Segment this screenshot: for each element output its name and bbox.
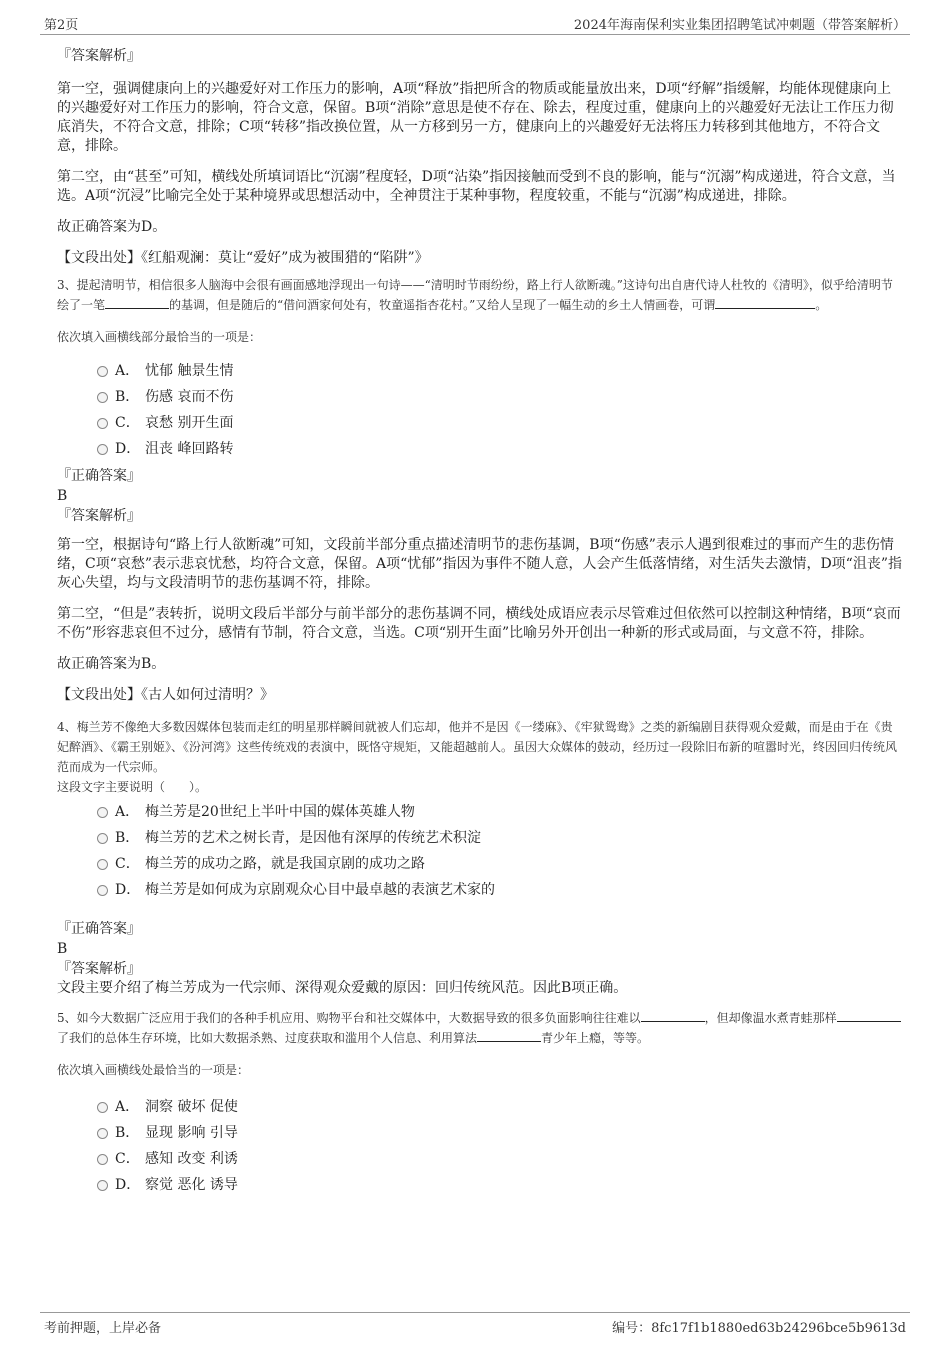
- option-d[interactable]: [57, 436, 904, 462]
- answer-blank: [105, 296, 169, 309]
- radio-button-icon[interactable]: [97, 1154, 108, 1165]
- option-letter: D．: [115, 882, 141, 898]
- option-letter: B．: [115, 389, 140, 405]
- option-letter: C．: [115, 415, 140, 431]
- conclusion: 故正确答案为B。: [57, 656, 166, 672]
- option-list: [57, 358, 904, 462]
- option-b[interactable]: [57, 1120, 904, 1146]
- analysis-tag: 『答案解析』: [57, 508, 141, 524]
- option-text: 显现 影响 引导: [145, 1125, 238, 1141]
- radio-button-icon[interactable]: [97, 859, 108, 870]
- question-instruction: 依次填入画横线部分最恰当的一项是：: [57, 330, 262, 344]
- option-d[interactable]: [57, 1172, 904, 1198]
- analysis-paragraph: 第一空，根据诗句“路上行人欲断魂”可知，文段前半部分重点描述清明节的悲伤基调，B项“伤感”表示人遇到很难过的事而产生的悲伤情绪，C项“哀愁”表示悲哀忧愁，均符合文意，保留。A项“忧郁”指因为事件不随人意，人会产生低落情绪，对生活失去激情，D项“沮丧”指灰心失望，均与文段清明节的悲伤基调不符，排除。: [57, 537, 902, 591]
- option-text: 梅兰芳是如何成为京剧观众心目中最卓越的表演艺术家的: [145, 882, 495, 898]
- answer-blank: [477, 1029, 541, 1042]
- option-b[interactable]: [57, 384, 904, 410]
- option-list: [57, 799, 904, 903]
- conclusion: 故正确答案为D。: [57, 219, 167, 235]
- radio-button-icon[interactable]: [97, 1102, 108, 1113]
- option-letter: C．: [115, 856, 140, 872]
- page-footer: [40, 1312, 910, 1335]
- page-header: [40, 12, 910, 35]
- option-letter: A．: [115, 1099, 140, 1115]
- page-number: 第2页: [44, 18, 79, 33]
- option-text: 梅兰芳的艺术之树长青，是因他有深厚的传统艺术积淀: [145, 830, 481, 846]
- radio-button-icon[interactable]: [97, 885, 108, 896]
- correct-answer: B: [57, 488, 68, 504]
- option-list: [57, 1094, 904, 1198]
- radio-button-icon[interactable]: [97, 833, 108, 844]
- option-text: 伤感 哀而不伤: [145, 389, 234, 405]
- option-letter: C．: [115, 1151, 140, 1167]
- option-a[interactable]: [57, 799, 904, 825]
- footer-slogan: 考前押题，上岸必备: [44, 1321, 162, 1336]
- option-letter: A．: [115, 804, 140, 820]
- question-instruction: 这段文字主要说明（ ）。: [57, 780, 208, 794]
- analysis-paragraph: 第一空，强调健康向上的兴趣爱好对工作压力的影响，A项“释放”指把所含的物质或能量放出来，D项“纾解”指缓解，均能体现健康向上的兴趣爱好对工作压力的影响，符合文意，保留。B项“消除”意思是使不存在、除去，程度过重，健康向上的兴趣爱好无法让工作压力彻底消失，不符合文意，排除；C项“转移”指改换位置，从一方移到另一方，健康向上的兴趣爱好无法将压力转移到其他地方，不符合文意，排除。: [57, 81, 894, 154]
- analysis-paragraph: 第二空，由“甚至”可知，横线处所填词语比“沉溺”程度轻，D项“沾染”指因接触而受到不良的影响，能与“沉溺”构成递进，符合文意，当选。A项“沉浸”比喻完全处于某种境界或思想活动中，全神贯注于某种事物，程度较重，不能与“沉溺”构成递进，排除。: [57, 169, 896, 204]
- option-text: 洞察 破坏 促使: [145, 1099, 238, 1115]
- answer-blank: [837, 1009, 901, 1022]
- source-note: 【文段出处】《古人如何过清明？》: [57, 687, 274, 703]
- page-content: [57, 46, 904, 1198]
- option-letter: B．: [115, 830, 140, 846]
- option-text: 感知 改变 利诱: [145, 1151, 238, 1167]
- answer-blank: [641, 1009, 705, 1022]
- option-c[interactable]: [57, 1146, 904, 1172]
- option-text: 忧郁 触景生情: [145, 363, 234, 379]
- question-stem: 3、提起清明节，相信很多人脑海中会很有画面感地浮现出一句诗——“清明时节雨纷纷，路上行人欲断魂。”这诗句出自唐代诗人杜牧的《清明》，似乎给清明节绘了一笔 的基调，但是随后的“借问酒家何处有，牧童遥指杏花村。”又给人呈现了一幅生动的乡土人情画卷，可谓 。: [57, 278, 893, 312]
- option-c[interactable]: [57, 851, 904, 877]
- option-letter: D．: [115, 441, 141, 457]
- option-letter: D．: [115, 1177, 141, 1193]
- question-stem: 4、梅兰芳不像绝大多数因媒体包装而走红的明星那样瞬间就被人们忘却，他并不是因《一缕麻》、《牢狱鸳鸯》之类的新编剧目获得观众爱戴，而是由于在《贵妃醉酒》、《霸王别姬》、《汾河湾》这些传统戏的表演中，既恪守规矩，又能超越前人。虽因大众媒体的鼓动，经历过一段除旧布新的喧嚣时光，终因回归传统风范而成为一代宗师。: [57, 720, 898, 774]
- option-letter: A．: [115, 363, 140, 379]
- option-text: 梅兰芳是20世纪上半叶中国的媒体英雄人物: [145, 804, 415, 820]
- analysis-paragraph: 文段主要介绍了梅兰芳成为一代宗师、深得观众爱戴的原因：回归传统风范。因此B项正确。: [57, 980, 628, 996]
- option-b[interactable]: [57, 825, 904, 851]
- question-instruction: 依次填入画横线处最恰当的一项是：: [57, 1063, 250, 1077]
- option-a[interactable]: [57, 358, 904, 384]
- correct-answer: B: [57, 941, 68, 957]
- document-code: 编号：8fc17f1b1880ed63b24296bce5b9613d: [612, 1321, 906, 1336]
- analysis-tag: 『答案解析』: [57, 48, 141, 64]
- radio-button-icon[interactable]: [97, 1128, 108, 1139]
- question-stem: 5、如今大数据广泛应用于我们的各种手机应用、购物平台和社交媒体中，大数据导致的很多负面影响往往难以 ，但却像温水煮青蛙那样了我们的总体生存环境，比如大数据杀熟、过度获取和滥用个人信息、利用算法 青少年上瘾，等等。: [57, 1008, 904, 1048]
- option-c[interactable]: [57, 410, 904, 436]
- option-d[interactable]: [57, 877, 904, 903]
- option-text: 沮丧 峰回路转: [145, 441, 234, 457]
- radio-button-icon[interactable]: [97, 807, 108, 818]
- radio-button-icon[interactable]: [97, 418, 108, 429]
- option-text: 哀愁 别开生面: [145, 415, 234, 431]
- option-text: 察觉 恶化 诱导: [145, 1177, 238, 1193]
- option-text: 梅兰芳的成功之路，就是我国京剧的成功之路: [145, 856, 425, 872]
- analysis-tag: 『答案解析』: [57, 961, 141, 977]
- radio-button-icon[interactable]: [97, 366, 108, 377]
- document-title: 2024年海南保利实业集团招聘笔试冲刺题（带答案解析）: [573, 18, 906, 33]
- radio-button-icon[interactable]: [97, 392, 108, 403]
- source-note: 【文段出处】《红船观澜：莫让“爱好”成为被围猎的“陷阱”》: [57, 250, 429, 266]
- analysis-paragraph: 第二空，“但是”表转折，说明文段后半部分与前半部分的悲伤基调不同，横线处成语应表示尽管难过但依然可以控制这种情绪，B项“哀而不伤”形容悲哀但不过分，感情有节制，符合文意，当选。C项“别开生面”比喻另外开创出一种新的形式或局面，与文意不符，排除。: [57, 606, 901, 641]
- radio-button-icon[interactable]: [97, 1180, 108, 1191]
- answer-tag: 『正确答案』: [57, 468, 141, 484]
- option-letter: B．: [115, 1125, 140, 1141]
- answer-blank: [715, 296, 815, 309]
- radio-button-icon[interactable]: [97, 444, 108, 455]
- option-a[interactable]: [57, 1094, 904, 1120]
- answer-tag: 『正确答案』: [57, 921, 141, 937]
